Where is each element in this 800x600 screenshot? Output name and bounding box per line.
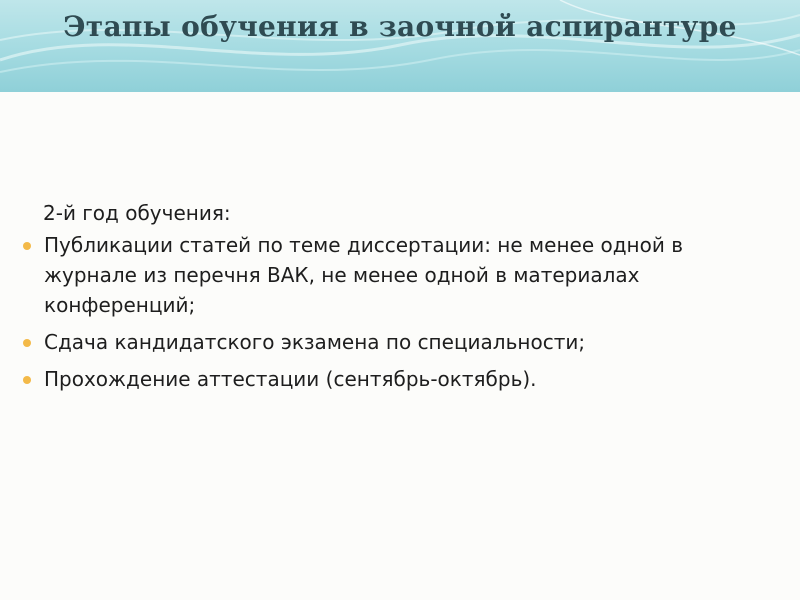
list-item-text: Публикации статей по теме диссертации: не менее одной в журнале из перечня ВАК, не менее одной в материалах конференций; <box>44 233 684 317</box>
bullet-dot-icon <box>23 376 31 384</box>
subheading: 2-й год обучения: <box>43 201 231 225</box>
header-band <box>0 0 800 92</box>
list-item <box>20 327 780 357</box>
list-item <box>20 364 780 394</box>
slide-title: Этапы обучения в заочной аспирантуре <box>63 10 737 43</box>
list-item-text: Прохождение аттестации (сентябрь-октябрь). <box>44 367 537 391</box>
bullet-dot-icon <box>23 242 31 250</box>
list-item-text: Сдача кандидатского экзамена по специальности; <box>44 330 586 354</box>
bullet-list <box>20 230 780 394</box>
slide-content <box>20 198 780 401</box>
bullet-dot-icon <box>23 339 31 347</box>
list-item <box>20 230 780 320</box>
